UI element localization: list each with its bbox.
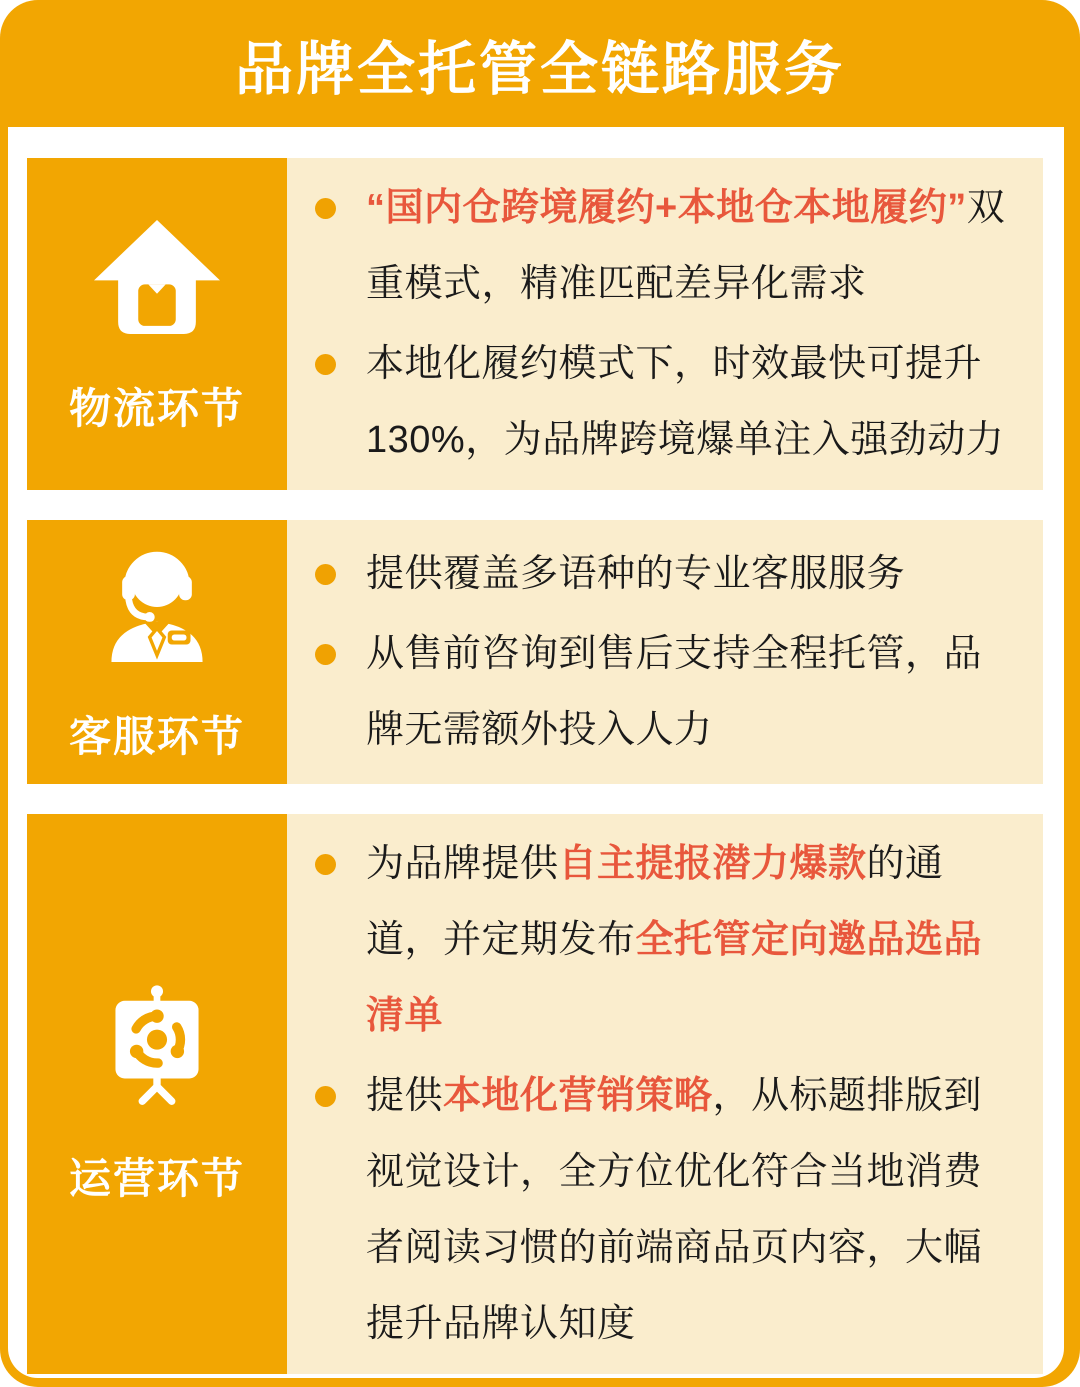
section-card-operations bbox=[27, 814, 1043, 1374]
bullet-item bbox=[315, 536, 1009, 612]
bullet-dot-icon bbox=[315, 644, 336, 665]
bullet-segment: 的通道，并定期发布 bbox=[366, 843, 944, 961]
bullet-segment: 本地化履约模式下，时效最快可提升130%，为品牌跨境爆单注入强劲动力 bbox=[366, 343, 1005, 461]
section-card-logistics bbox=[27, 158, 1043, 490]
section-tile-logistics bbox=[27, 158, 287, 490]
bullet-item bbox=[315, 616, 1009, 768]
headset-agent-icon bbox=[90, 540, 224, 674]
bullet-segment: ，从标题排版到视觉设计，全方位优化符合当地消费者阅读习惯的前端商品页内容，大幅提升品牌认知度 bbox=[366, 1075, 983, 1345]
section-card-customer-service bbox=[27, 520, 1043, 784]
section-tile-customer-service bbox=[27, 520, 287, 784]
bullet-segment-emphasis: 自主提报潜力爆款 bbox=[558, 843, 867, 885]
presentation-target-icon bbox=[90, 982, 224, 1116]
bullet-text bbox=[366, 616, 1009, 768]
bullet-dot-icon bbox=[315, 1086, 336, 1107]
bullet-segment-emphasis: 本地化营销策略 bbox=[443, 1075, 713, 1117]
bullet-item bbox=[315, 170, 1009, 322]
sections bbox=[27, 158, 1043, 1374]
section-bullets-logistics bbox=[287, 158, 1043, 490]
bullet-item bbox=[315, 826, 1009, 1054]
bullet-segment-emphasis: 全托管定向邀品选品清单 bbox=[366, 919, 983, 1037]
bullet-text bbox=[366, 170, 1009, 322]
title-band bbox=[0, 0, 1080, 127]
house-package-icon bbox=[90, 212, 224, 346]
bullet-segment: 从售前咨询到售后支持全程托管，品牌无需额外投入人力 bbox=[366, 633, 983, 751]
bullet-segment: 提供覆盖多语种的专业客服服务 bbox=[366, 553, 906, 595]
bullet-item bbox=[315, 326, 1009, 478]
bullet-text bbox=[366, 326, 1009, 478]
bullet-dot-icon bbox=[315, 854, 336, 875]
bullet-segment: 为品牌提供 bbox=[366, 843, 559, 885]
bullet-text bbox=[366, 536, 905, 612]
bullet-segment: 双重模式，精准匹配差异化需求 bbox=[366, 187, 1006, 305]
section-label-operations: 运营环节 bbox=[68, 1155, 245, 1202]
section-bullets-operations bbox=[287, 814, 1043, 1374]
section-tile-operations bbox=[27, 814, 287, 1374]
bullet-dot-icon bbox=[315, 564, 336, 585]
content-panel bbox=[8, 127, 1064, 1378]
bullet-dot-icon bbox=[315, 198, 336, 219]
bullet-segment: 提供 bbox=[366, 1075, 444, 1117]
section-label-logistics: 物流环节 bbox=[68, 385, 245, 432]
bullet-text bbox=[366, 1058, 1009, 1362]
bullet-item bbox=[315, 1058, 1009, 1362]
bullet-dot-icon bbox=[315, 354, 336, 375]
bullet-text bbox=[366, 826, 1009, 1054]
bullet-segment-emphasis: “国内仓跨境履约+本地仓本地履约” bbox=[366, 187, 967, 229]
page-title: 品牌全托管全链路服务 bbox=[234, 36, 845, 102]
section-label-customer-service: 客服环节 bbox=[68, 713, 245, 760]
section-bullets-customer-service bbox=[287, 520, 1043, 784]
